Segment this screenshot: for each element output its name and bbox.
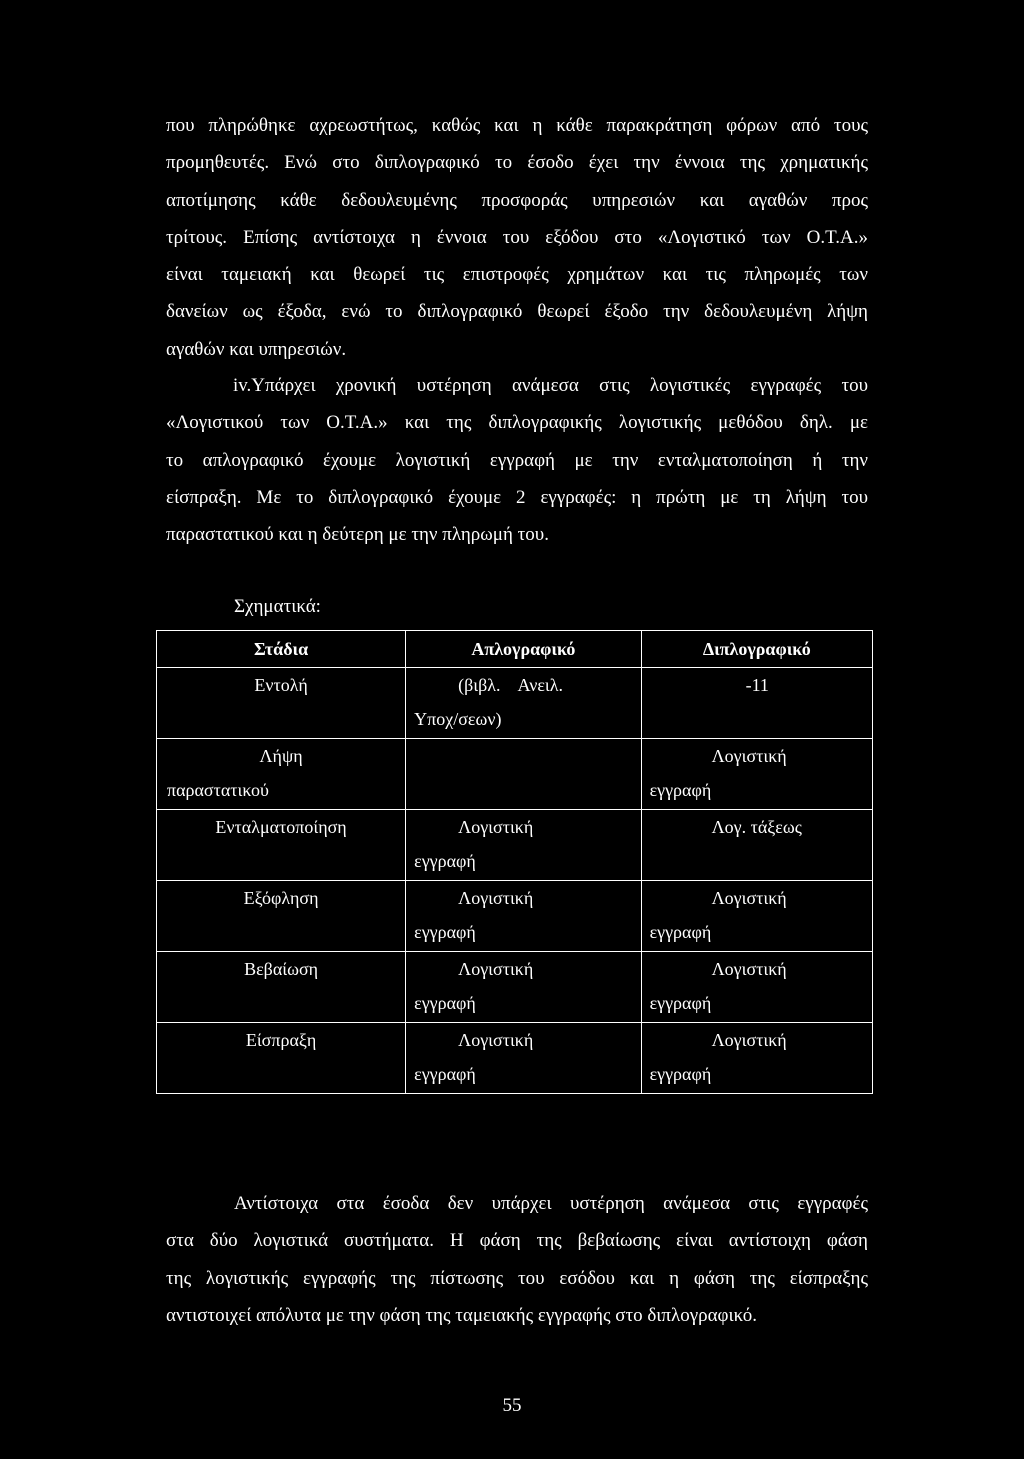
single-entry-value: Λογιστική [458,1030,534,1050]
table-row: Λήψη παραστατικού Λογιστική εγγραφή [157,739,873,810]
text-line: της λογιστικής εγγραφής της πίστωσης του εσόδου και η φάση της είσπραξης [166,1267,868,1289]
text-line: Αντίστοιχα στα έσοδα δεν υπάρχει υστέρηση ανάμεσα στις εγγραφές [234,1193,868,1214]
paragraph-top [166,107,868,368]
text-line: iv.Υπάρχει χρονική υστέρηση ανάμεσα στις λογιστικές εγγραφές του [233,375,868,396]
table-row: Εξόφληση Λογιστική εγγραφή Λογιστική εγγραφή [157,881,873,952]
text-line: αντιστοιχεί απόλυτα με την φάση της ταμειακής εγγραφής στο διπλογραφικό. [166,1304,758,1326]
text-line: είναι ταμειακή και θεωρεί τις επιστροφές χρημάτων και τις πληρωμές των [166,264,868,286]
text-line: τρίτους. Επίσης αντίστοιχα η έννοια του εξόδου στο «Λογιστικό των Ο.Τ.Α.» [166,226,868,248]
schematic-caption: Σχηματικά: [234,596,321,617]
stage-label: Εντολή [254,675,308,695]
paragraph-iv [166,367,868,553]
stage-label: Εξόφληση [243,888,319,908]
single-entry-value: Λογιστική [458,959,534,979]
double-entry-value: Λογιστική [711,959,787,979]
double-entry-value: -11 [745,675,769,695]
text-line: «Λογιστικού των Ο.Τ.Α.» και της διπλογραφικής λογιστικής μεθόδου δηλ. με [166,412,868,434]
table-row: Εντολή (βιβλ. Ανειλ. Υποχ/σεων) -11 [157,668,873,739]
double-entry-value: Λογιστική [711,746,787,766]
single-entry-value: Λογιστική [458,888,534,908]
header-double-entry: Διπλογραφικό [641,631,872,668]
double-entry-value: Λογιστική [711,1030,787,1050]
stage-label: Βεβαίωση [244,959,319,979]
text-line: προμηθευτές. Ενώ στο διπλογραφικό το έσοδο έχει την έννοια της χρηματικής [166,152,868,174]
text-line: που πληρώθηκε αχρεωστήτως, καθώς και η κάθε παρακράτηση φόρων από τους [166,115,868,136]
text-line: το απλογραφικό έχουμε λογιστική εγγραφή με την ενταλματοποίηση ή την [166,449,868,471]
single-entry-value: Λογιστική [458,817,534,837]
text-line: αποτίμησης κάθε δεδουλευμένης προσφοράς υπηρεσιών και αγαθών προς [166,189,868,211]
single-entry-value: (βιβλ. Ανειλ. [458,675,563,695]
stage-label: Λήψη [259,746,303,766]
stages-table [156,630,873,1094]
double-entry-value: Λογ. τάξεως [711,817,802,837]
stage-label: Είσπραξη [245,1030,317,1050]
text-line: δανείων ως έξοδα, ενώ το διπλογραφικό θεωρεί έξοδο την δεδουλευμένη λήψη [166,301,868,323]
header-stages: Στάδια [157,631,406,668]
table-row: Ενταλματοποίηση Λογιστική εγγραφή Λογ. τάξεως [157,810,873,881]
text-line: παραστατικού και η δεύτερη με την πληρωμή του. [166,524,549,546]
stage-label: Ενταλματοποίηση [215,817,347,837]
table-row: Βεβαίωση Λογιστική εγγραφή Λογιστική εγγραφή [157,952,873,1023]
header-single-entry: Απλογραφικό [406,631,641,668]
double-entry-value: Λογιστική [711,888,787,908]
page-number: 55 [502,1395,522,1416]
paragraph-bottom [166,1185,868,1334]
text-line: αγαθών και υπηρεσιών. [166,338,347,360]
text-line: είσπραξη. Με το διπλογραφικό έχουμε 2 εγγραφές: η πρώτη με τη λήψη του [166,486,868,508]
table-header-row [157,631,873,668]
table-row: Είσπραξη Λογιστική εγγραφή Λογιστική εγγραφή [157,1023,873,1094]
text-line: στα δύο λογιστικά συστήματα. Η φάση της βεβαίωσης είναι αντίστοιχη φάση [166,1230,868,1252]
